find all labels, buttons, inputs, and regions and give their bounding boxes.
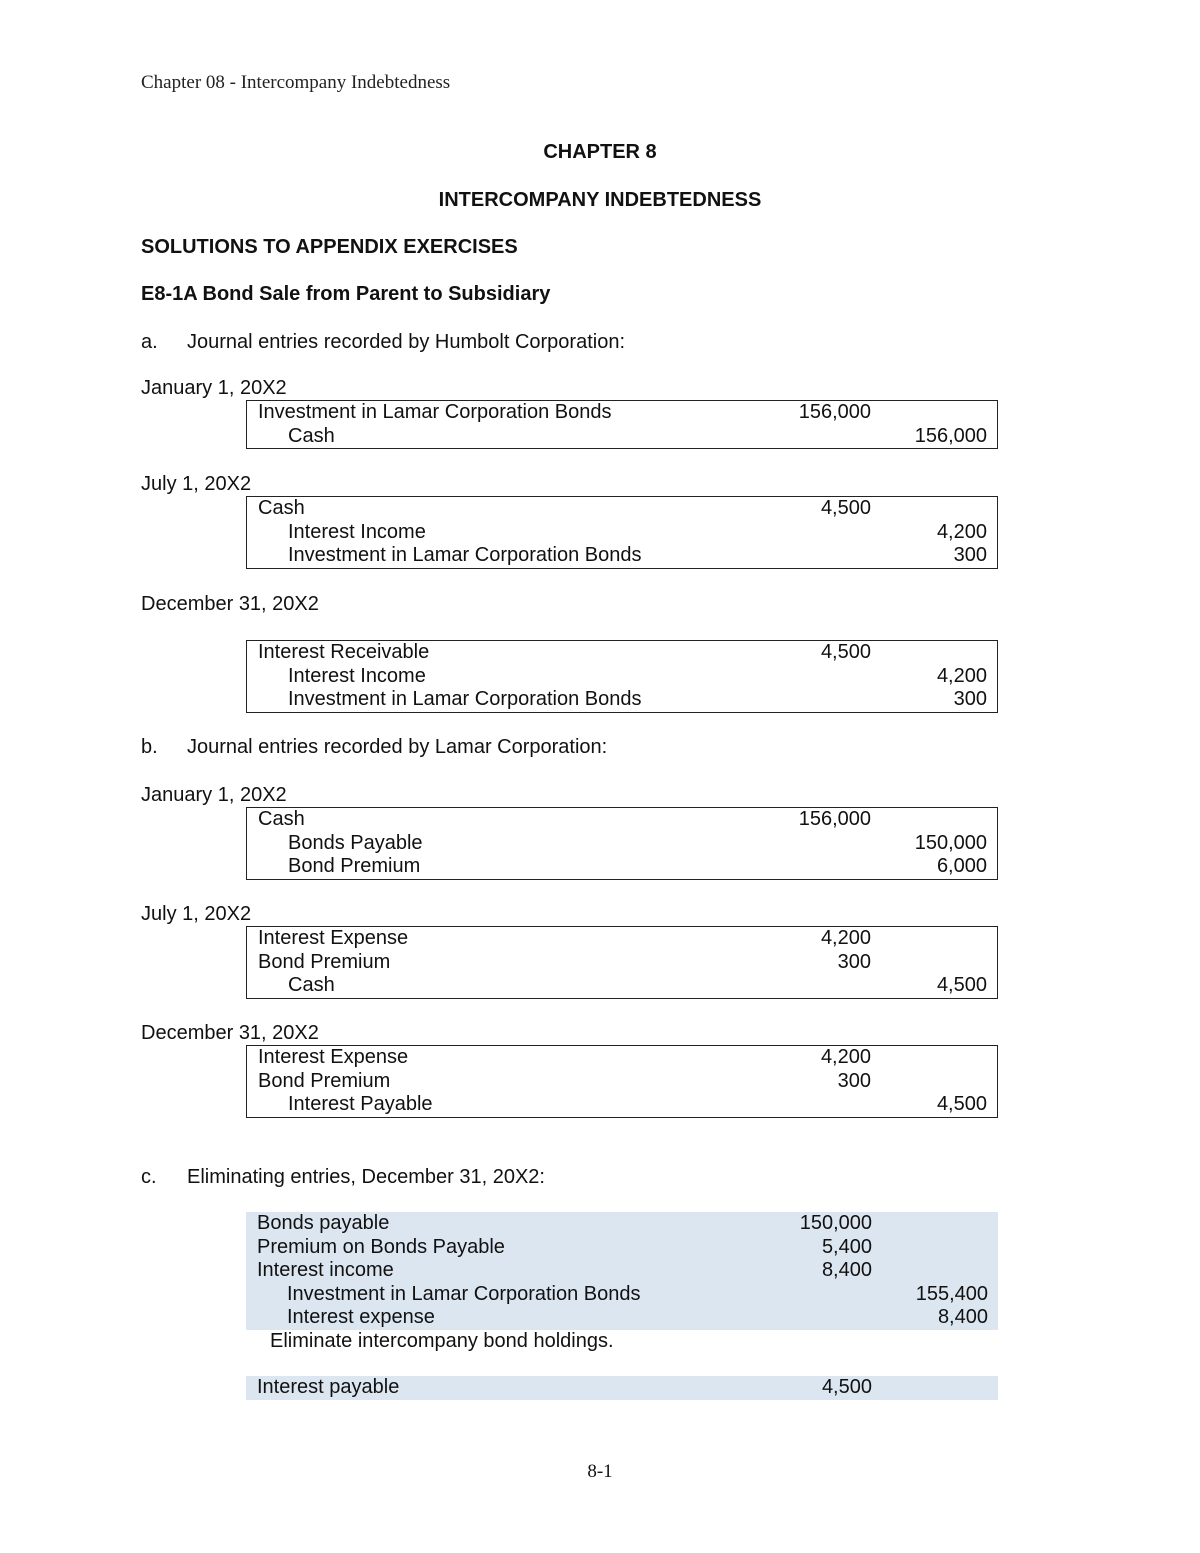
entry-date: January 1, 20X2 — [141, 377, 287, 399]
entry-date: December 31, 20X2 — [141, 593, 319, 615]
credit-amount: 300 — [953, 544, 987, 566]
account-name: Cash — [288, 424, 335, 447]
journal-entry — [246, 926, 998, 999]
exercise-title: E8-1A Bond Sale from Parent to Subsidiary — [141, 283, 551, 305]
credit-amount: 156,000 — [914, 424, 987, 447]
table-row — [247, 497, 997, 521]
debit-amount: 4,500 — [821, 1376, 872, 1398]
table-row — [246, 1283, 998, 1307]
credit-amount: 4,500 — [936, 1093, 987, 1115]
table-row — [246, 1376, 998, 1400]
credit-amount: 150,000 — [914, 831, 987, 854]
elimination-note: Eliminate intercompany bond holdings. — [270, 1330, 614, 1352]
account-name: Interest Payable — [288, 1093, 433, 1115]
table-row — [246, 1259, 998, 1283]
table-row — [247, 641, 997, 665]
table-row — [247, 1093, 997, 1117]
account-name: Interest payable — [257, 1376, 400, 1398]
account-name: Bonds Payable — [288, 831, 423, 854]
part-a-text: Journal entries recorded by Humbolt Corporation: — [187, 331, 625, 353]
account-name: Interest expense — [287, 1306, 435, 1328]
account-name: Interest Income — [288, 664, 426, 687]
account-name: Interest income — [257, 1259, 394, 1281]
account-name: Bond Premium — [288, 855, 421, 877]
table-row — [247, 855, 997, 879]
account-name: Cash — [258, 808, 305, 830]
journal-entry — [246, 1045, 998, 1118]
entry-date: July 1, 20X2 — [141, 903, 252, 925]
account-name: Investment in Lamar Corporation Bonds — [287, 1282, 641, 1305]
account-name: Interest Receivable — [258, 641, 430, 663]
journal-entry — [246, 807, 998, 880]
journal-entry — [246, 496, 998, 569]
table-row — [247, 401, 997, 425]
debit-amount: 300 — [837, 950, 871, 973]
table-row — [247, 544, 997, 568]
credit-amount: 8,400 — [937, 1306, 988, 1328]
table-row — [247, 927, 997, 951]
credit-amount: 4,200 — [936, 664, 987, 687]
account-name: Interest Expense — [258, 1046, 409, 1068]
debit-amount: 4,500 — [820, 641, 871, 663]
account-name: Investment in Lamar Corporation Bonds — [288, 544, 642, 566]
part-b-letter: b. — [141, 736, 158, 758]
debit-amount: 4,200 — [820, 1046, 871, 1068]
account-name: Bond Premium — [258, 950, 391, 973]
part-c-text: Eliminating entries, December 31, 20X2: — [187, 1166, 545, 1188]
part-a-letter: a. — [141, 331, 158, 353]
part-a-heading — [141, 331, 625, 354]
credit-amount: 155,400 — [915, 1282, 988, 1305]
account-name: Cash — [288, 974, 335, 996]
entry-date: July 1, 20X2 — [141, 473, 252, 495]
part-c-heading — [141, 1166, 545, 1189]
credit-amount: 4,200 — [936, 520, 987, 543]
debit-amount: 156,000 — [798, 401, 871, 423]
entry-date: December 31, 20X2 — [141, 1022, 319, 1044]
credit-amount: 300 — [953, 688, 987, 710]
part-b-text: Journal entries recorded by Lamar Corporation: — [187, 736, 608, 758]
elimination-entry — [246, 1376, 998, 1400]
page-header: Chapter 08 - Intercompany Indebtedness — [141, 72, 451, 93]
credit-amount: 6,000 — [936, 855, 987, 877]
table-row — [247, 425, 997, 449]
table-row — [247, 665, 997, 689]
account-name: Bond Premium — [258, 1069, 391, 1092]
table-row — [247, 1070, 997, 1094]
account-name: Interest Expense — [258, 927, 409, 949]
entry-date: January 1, 20X2 — [141, 784, 287, 806]
account-name: Investment in Lamar Corporation Bonds — [258, 401, 612, 423]
table-row — [247, 832, 997, 856]
debit-amount: 8,400 — [821, 1259, 872, 1281]
debit-amount: 4,200 — [820, 927, 871, 949]
table-row — [247, 808, 997, 832]
section-title: SOLUTIONS TO APPENDIX EXERCISES — [141, 236, 518, 258]
table-row — [246, 1306, 998, 1330]
debit-amount: 156,000 — [798, 808, 871, 830]
account-name: Investment in Lamar Corporation Bonds — [288, 688, 642, 710]
page-number: 8-1 — [587, 1461, 613, 1482]
debit-amount: 4,500 — [820, 497, 871, 519]
debit-amount: 150,000 — [799, 1212, 872, 1234]
debit-amount: 300 — [837, 1069, 871, 1092]
account-name: Premium on Bonds Payable — [257, 1235, 505, 1258]
part-b-heading — [141, 736, 607, 759]
chapter-subtitle: INTERCOMPANY INDEBTEDNESS — [438, 189, 762, 211]
table-row — [246, 1212, 998, 1236]
credit-amount: 4,500 — [936, 974, 987, 996]
table-row — [247, 521, 997, 545]
account-name: Cash — [258, 497, 305, 519]
table-row — [247, 951, 997, 975]
account-name: Bonds payable — [257, 1212, 390, 1234]
account-name: Interest Income — [288, 520, 426, 543]
elimination-entry — [246, 1212, 998, 1330]
chapter-title: CHAPTER 8 — [543, 141, 657, 163]
table-row — [247, 1046, 997, 1070]
journal-entry — [246, 400, 998, 449]
table-row — [246, 1236, 998, 1260]
journal-entry — [246, 640, 998, 713]
part-c-letter: c. — [141, 1166, 157, 1188]
table-row — [247, 688, 997, 712]
table-row — [247, 974, 997, 998]
debit-amount: 5,400 — [821, 1235, 872, 1258]
